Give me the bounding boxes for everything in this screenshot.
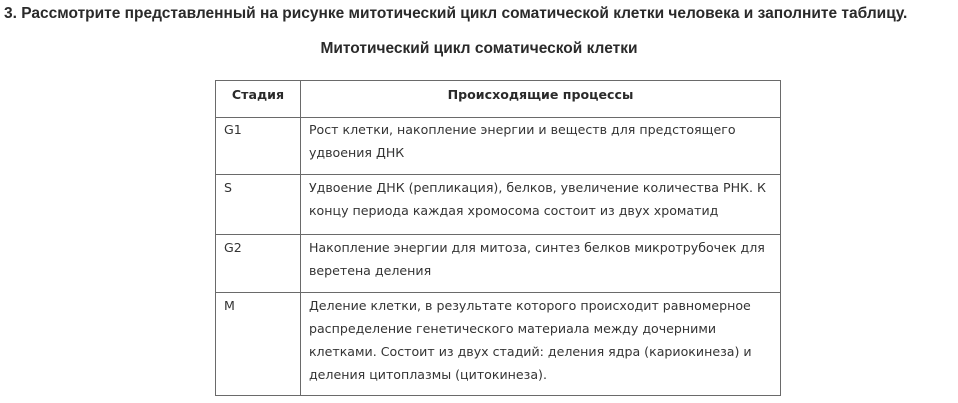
table-row [216, 118, 781, 175]
process-cell: Деление клетки, в результате которого происходит равномерное распределение генетического материала между дочерними клетками. Состоит из двух стадий: деления ядра (кариокинеза) и деления цитоплазмы (цитокинеза). [300, 293, 780, 396]
mitotic-cycle-table [215, 80, 781, 396]
header-stage: Стадия [216, 81, 301, 118]
stage-cell: M [216, 293, 301, 396]
table-row [216, 175, 781, 235]
table-row [216, 235, 781, 293]
stage-cell: G2 [216, 235, 301, 293]
table-caption: Митотический цикл соматической клетки [320, 40, 638, 57]
table-header-row [216, 81, 781, 118]
header-processes: Происходящие процессы [300, 81, 780, 118]
table-row [216, 293, 781, 396]
stage-cell: G1 [216, 118, 301, 175]
process-cell: Накопление энергии для митоза, синтез белков микротрубочек для веретена деления [300, 235, 780, 293]
task-instruction: 3. Рассмотрите представленный на рисунке митотический цикл соматической клетки человека и заполните таблицу. [4, 5, 908, 22]
process-cell: Удвоение ДНК (репликация), белков, увеличение количества РНК. К концу периода каждая хромосома состоит из двух хроматид [300, 175, 780, 235]
process-cell: Рост клетки, накопление энергии и веществ для предстоящего удвоения ДНК [300, 118, 780, 175]
stage-cell: S [216, 175, 301, 235]
